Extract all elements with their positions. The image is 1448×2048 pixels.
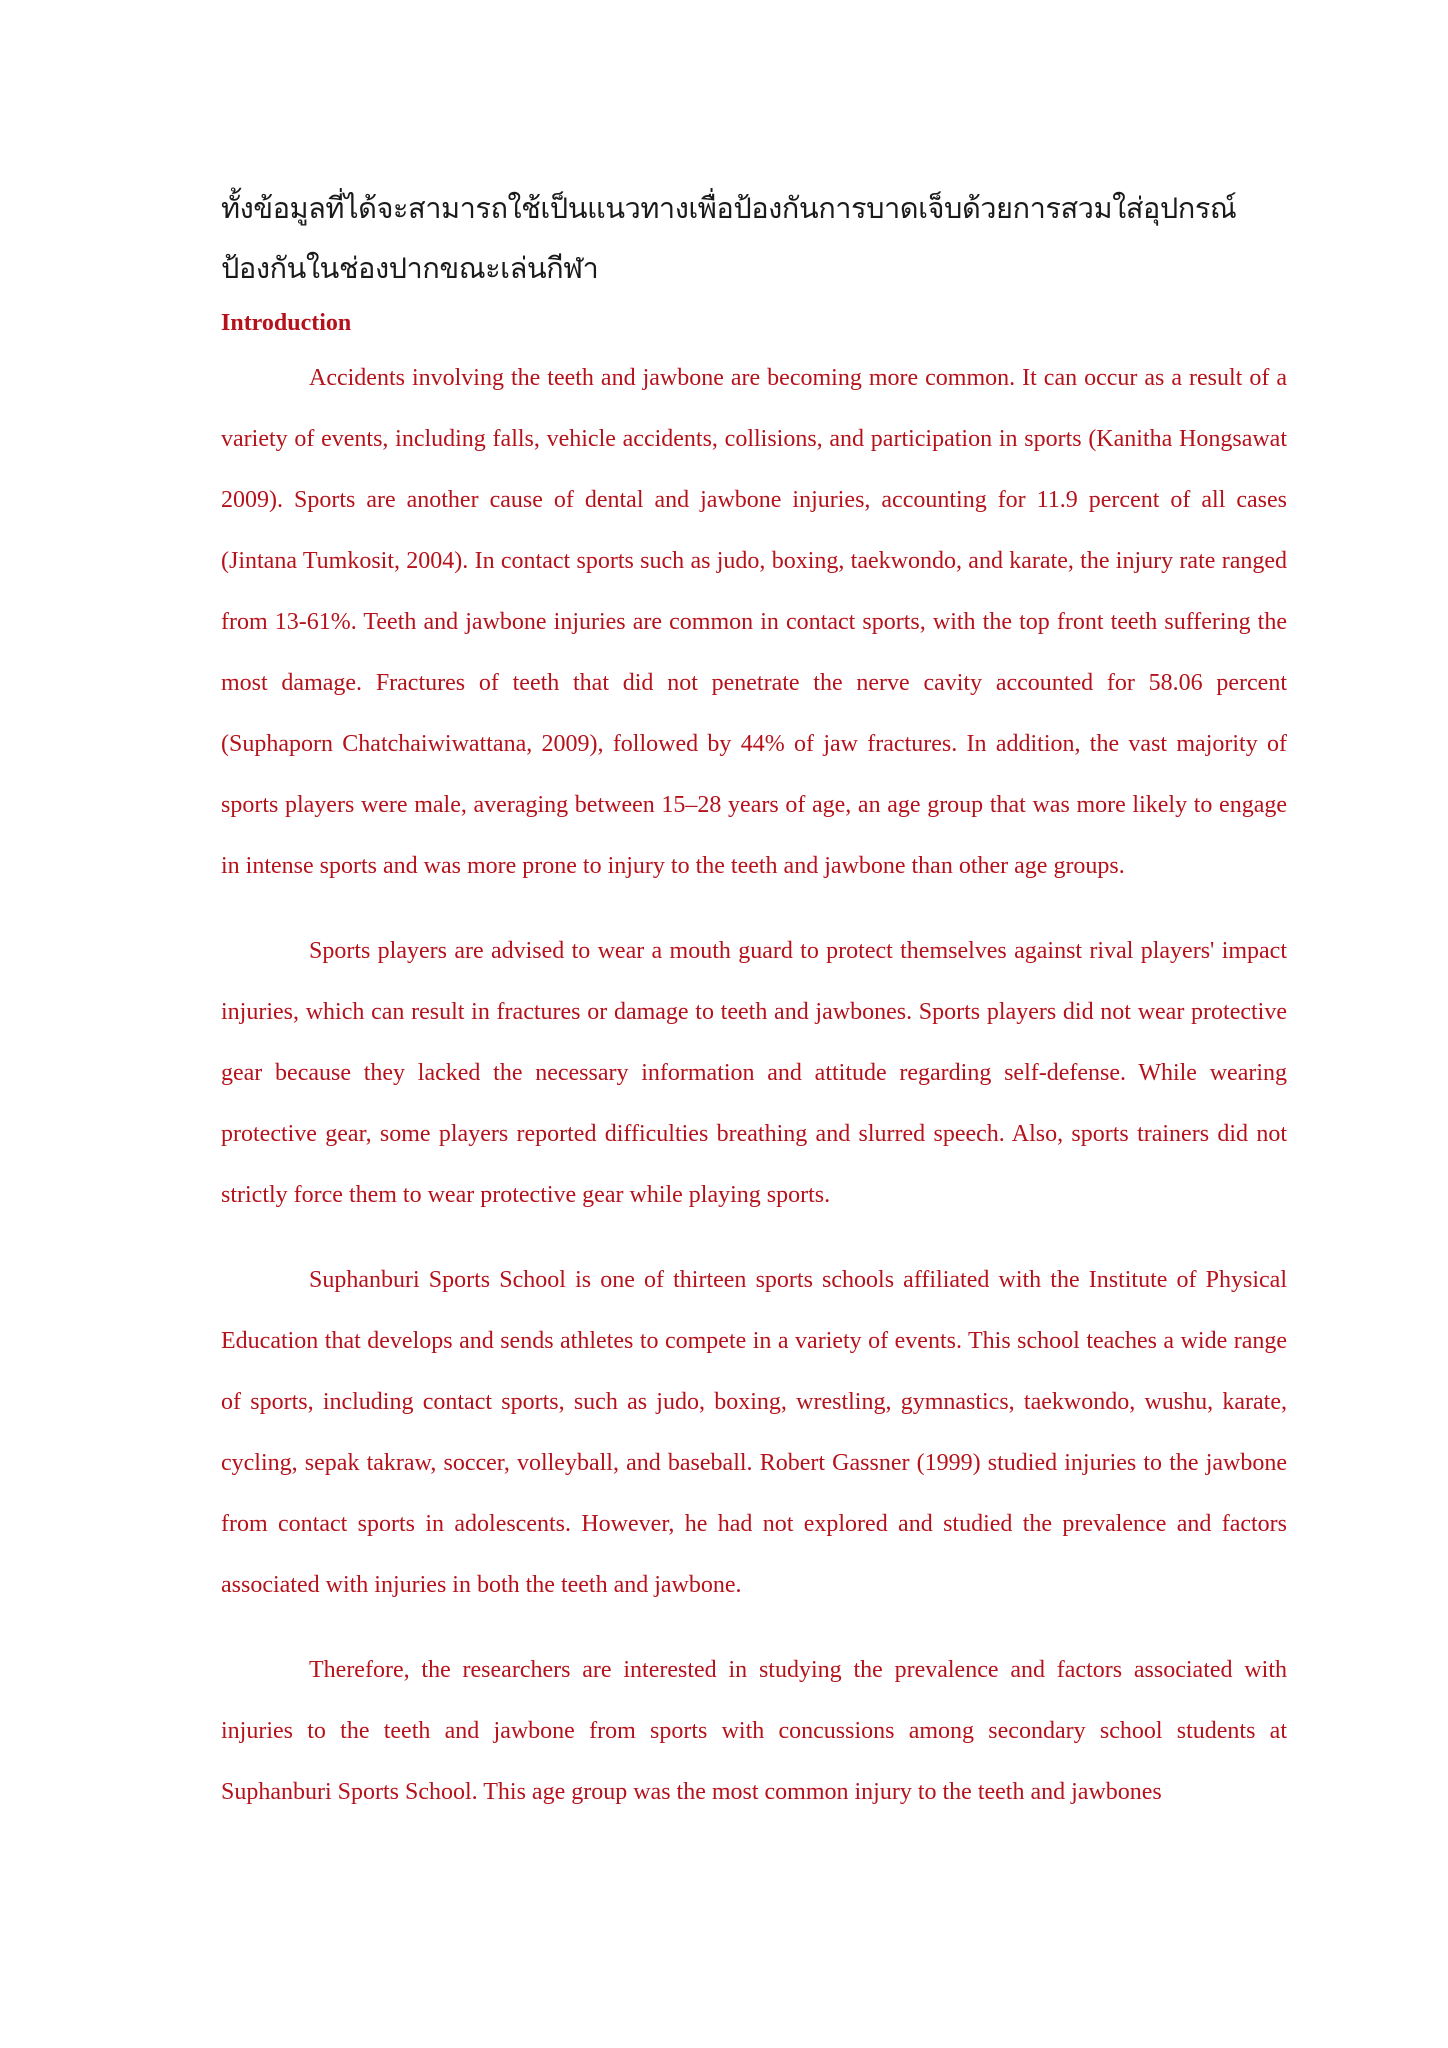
section-heading: Introduction: [221, 310, 352, 336]
paragraph-4: Therefore, the researchers are interested in studying the prevalence and factors associated with injuries to the teeth and jawbone from sports with concussions among secondary school students at Suphanburi Sports School. This age group was the most common injury to the teeth and jawbones: [221, 1657, 1287, 1805]
paragraph-3: Suphanburi Sports School is one of thirteen sports schools affiliated with the Institute of Physical Education that develops and sends athletes to compete in a variety of events. This school teaches a wide range of sports, including contact sports, such as judo, boxing, wrestling, gymnastics, taekwondo, wushu, karate, cycling, sepak takraw, soccer, volleyball, and baseball. Robert Gassner (1999) studied injuries to the jawbone from contact sports in adolescents. However, he had not explored and studied the prevalence and factors associated with injuries in both the teeth and jawbone.: [221, 1267, 1287, 1598]
document-page: [221, 178, 1287, 1847]
paragraph-1: Accidents involving the teeth and jawbone are becoming more common. It can occur as a result of a variety of events, including falls, vehicle accidents, collisions, and participation in sports (Kanitha Hongsawat 2009). Sports are another cause of dental and jawbone injuries, accounting for 11.9 percent of all cases (Jintana Tumkosit, 2004). In contact sports such as judo, boxing, taekwondo, and karate, the injury rate ranged from 13-61%. Teeth and jawbone injuries are common in contact sports, with the top front teeth suffering the most damage. Fractures of teeth that did not penetrate the nerve cavity accounted for 58.06 percent (Suphaporn Chatchaiwiwattana, 2009), followed by 44% of jaw fractures. In addition, the vast majority of sports players were male, averaging between 15–28 years of age, an age group that was more likely to engage in intense sports and was more prone to injury to the teeth and jawbone than other age groups.: [221, 365, 1287, 879]
thai-summary-text: ทั้งข้อมูลที่ได้จะสามารถใช้เป็นแนวทางเพื่อป้องกันการบาดเจ็บด้วยการสวมใส่อุปกรณ์ป้องกันในช่องปากขณะเล่นกีฬา: [221, 191, 1237, 285]
paragraph-2: Sports players are advised to wear a mouth guard to protect themselves against rival players' impact injuries, which can result in fractures or damage to teeth and jawbones. Sports players did not wear protective gear because they lacked the necessary information and attitude regarding self-defense. While wearing protective gear, some players reported difficulties breathing and slurred speech. Also, sports trainers did not strictly force them to wear protective gear while playing sports.: [221, 938, 1287, 1208]
